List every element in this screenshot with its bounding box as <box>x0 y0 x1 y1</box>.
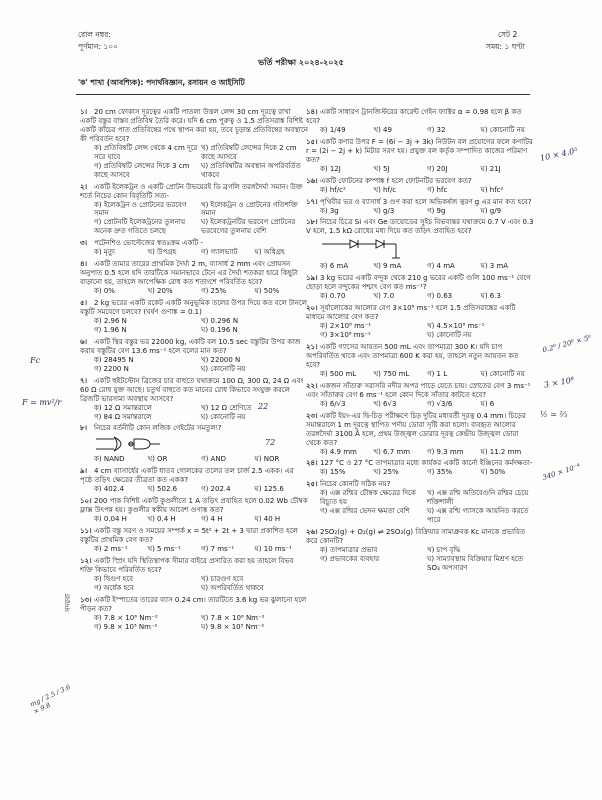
answer-option: গ) 0.63 <box>427 292 453 301</box>
answer-option: গ) 7 ms⁻¹ <box>201 544 235 553</box>
question-text: একটি ইয়ং-এর দ্বি-চিড় পরীক্ষণে চিড় দুটির মধ্যবর্তী দূরত্ব 0.4 mm। চিড়ের সমান্তরালে 1 m দূরত্বে স্থাপিত পর্দায় ডোরা সৃষ্টি করা হলো। ব্যবহৃত আলোর তরঙ্গদৈর্ঘ্য 3100 Å হলে, প্রথম উজ্জ্বল ডোরার দূরত্ব কেন্দ্রীয় উজ্জ্বল ডোরা থেকে কত? <box>306 411 526 447</box>
answer-option: খ) 6.7 mm <box>373 447 411 456</box>
question-text: একটি গ্যাসের আয়তন 500 mL এবং তাপমাত্রা 300 K। যদি চাপ অপরিবর্তিত থাকে এবং তাপমাত্রা 600 K করা হয়, তাহলে নতুন আয়তন কত হবে? <box>306 343 519 369</box>
question-number: ২৪। <box>306 459 318 468</box>
answer-option: গ) 25% <box>201 287 227 296</box>
full-marks-label: পূর্ণমান: ১০০ <box>78 42 118 51</box>
answer-option: গ) প্রভাবকের ব্যবহার <box>320 554 380 563</box>
answer-options <box>80 144 308 180</box>
answer-option: গ) 3×10⁸ ms⁻¹ <box>320 331 371 340</box>
answer-options <box>80 201 308 237</box>
answer-option: খ) উপগ্রহ <box>147 248 177 257</box>
question-item <box>80 338 308 374</box>
question-text: পৃথিবীর ভর ও ব্যাসার্ধ 3 গুণ করা হলে অভিকর্ষজ ত্বরণ g এর মান কত হবে? <box>320 197 532 206</box>
question-item <box>80 596 308 632</box>
question-number: ১১। <box>80 527 92 536</box>
handwritten-note: Fc <box>30 356 41 365</box>
answer-options <box>80 287 308 296</box>
answer-option: খ) 7.8 × 10⁶ Nm⁻² <box>201 613 265 622</box>
question-number: ৯। <box>80 467 88 476</box>
answer-option: ঘ) 10 ms⁻¹ <box>254 544 292 553</box>
question-text: নিচের কোনটি সঠিক নয়? <box>320 480 391 489</box>
answer-option: গ) 9g <box>427 206 446 215</box>
handwritten-note: F = mv²/r <box>22 398 62 407</box>
answer-options <box>80 575 308 593</box>
answer-option: খ) 502.6 <box>147 485 178 494</box>
handwritten-note: 10 × 4.0⁵ <box>539 146 579 163</box>
answer-option: খ) 9 mA <box>373 262 402 271</box>
handwritten-note: mg / 2.5 / 3.6 × 9.8 <box>28 682 72 717</box>
answer-option: গ) প্রোটনটি ইলেকট্রনের তুলনায় অনেক দ্রুত গতিতে চলছে <box>94 218 186 236</box>
roll-number-label: রোল নম্বর: <box>78 30 111 39</box>
left-column <box>80 108 308 635</box>
answer-option: ক) এক্স রশ্মির চৌম্বক ক্ষেত্রের দিকে বিচ্যুত হয় <box>320 489 416 507</box>
answer-option: ক) 2 ms⁻¹ <box>94 544 128 553</box>
question-number: ৩। <box>80 239 88 248</box>
question-item <box>306 528 534 573</box>
answer-option: গ) 20J <box>427 164 448 173</box>
answer-options <box>80 455 308 464</box>
question-number: ১২। <box>80 556 92 565</box>
answer-option: ক) 7.8 × 10⁶ Nm⁻² <box>94 613 158 622</box>
question-text: সূর্যালোকের আলোর বেগ 3×10⁸ ms⁻¹ হলে 1.5 প্রতিসরাঙ্কের একটি মাধ্যমে আলোর বেগ কত? <box>306 304 516 322</box>
handwritten-note: 3 × 10⁸ <box>543 375 575 390</box>
handwritten-note: 340 × 10⁻⁴ <box>541 462 582 482</box>
answer-option: ঘ) 125.6 <box>254 485 284 494</box>
answer-option: ঘ) 9.8 × 10⁵ Nm⁻² <box>201 622 265 631</box>
answer-option: ঘ) এক্স রশ্মি গ্যাসকে আয়নিত করতে পারে <box>427 507 529 525</box>
answer-option: গ) প্রতিবিম্বটি লেন্সের দিকে 3 cm কাছে আসবে <box>94 161 190 179</box>
answer-option: ক) 0% <box>94 287 115 296</box>
question-number: ১৮। <box>306 218 318 227</box>
question-number: ১০। <box>80 497 92 506</box>
answer-option: ঘ) 11.2 mm <box>480 447 522 456</box>
answer-option: ক) 402.4 <box>94 485 124 494</box>
header-rule <box>76 94 530 95</box>
answer-option: খ) 5J <box>373 164 390 173</box>
answer-options <box>80 614 308 632</box>
question-text: 200 পাক বিশিষ্ট একটি কুণ্ডলীতে 1 A তড়িৎ প্রবাহিত হলে 0.02 Wb চৌম্বক ফ্লাক্স উৎপন্ন হয়। কুণ্ডলীর স্বকীয় আবেশ গুণাঙ্ক কত? <box>80 497 308 515</box>
question-item <box>80 299 308 335</box>
question-item <box>80 108 308 180</box>
answer-option: ঘ) 6 <box>480 399 495 408</box>
answer-option: ক) 0.04 H <box>94 515 127 524</box>
answer-option: ঘ) 40 H <box>254 515 281 524</box>
answer-option: খ) 6√3 <box>373 399 397 408</box>
answer-option: ক) মৃত্যু <box>94 248 116 257</box>
question-number: ৪। <box>80 260 88 269</box>
question-item <box>306 480 534 525</box>
question-text: একটি ইলেকট্রন ও একটি প্রোটন উভয়েরই ডি ব্রগলি তরঙ্গদৈর্ঘ্য সমান। উক্ত শর্তে নিচের কোন বিবৃতিটি সত্য- <box>80 182 303 200</box>
answer-option: ঘ) কোনোটি নয় <box>427 331 472 340</box>
answer-option: খ) 49 <box>373 125 392 134</box>
answer-option: ক) NAND <box>94 455 125 464</box>
set-label: সেট 2 <box>498 30 518 39</box>
question-text: একটি বস্তু সরণ ও সময়ের সম্পর্ক x = 5t² + 2t + 3 দ্বারা প্রকাশিত হলে বস্তুটির প্রাথমিক বেগ কত? <box>80 527 298 545</box>
question-text: একটি স্থির বস্তুর ভর 22000 kg, একটি বল 10.5 sec বস্তুটির উপর কাজ করায় বস্তুটির বেগ 13.6 ms⁻¹ হলে বলের মান কত? <box>80 337 301 355</box>
time-label: সময়: ১ ঘণ্টা <box>486 42 525 51</box>
answer-option: ক) 12 Ω সমান্তরালে <box>94 403 152 412</box>
answer-option: খ) প্রতিবিম্বটি লেন্সের দিকে 2 cm কাছে আসবে <box>201 143 297 161</box>
question-number: ৬। <box>80 337 88 346</box>
answer-option: ঘ) 21J <box>480 164 501 173</box>
answer-options <box>306 489 534 525</box>
answer-option: খ) 5 ms⁻¹ <box>147 544 181 553</box>
answer-option: ঘ) কোনোটি নয় <box>480 369 525 378</box>
answer-option: ক) 28495 N <box>94 355 134 364</box>
question-item <box>80 557 308 593</box>
question-number: ১৪। <box>306 108 318 116</box>
answer-option: ক) 6 mA <box>320 262 349 271</box>
question-number: ১। <box>80 108 88 116</box>
question-text: একটি হুইটস্টোন ব্রিজের চার বাহুতে যথাক্রমে 100 Ω, 300 Ω, 24 Ω এবং 60 Ω রোধ যুক্ত আছে। চতুর্থ বাহুতে কত মানের রোধ কিভাবে সংযুক্ত করলে ব্রিজটি ভারসাম্য অবস্থায় আসবে? <box>80 376 304 403</box>
diode-circuit-diagram <box>320 238 410 260</box>
question-text: 20 cm ফোকাস দূরত্বের একটি পাতলা উত্তল লেন্স 30 cm দূরত্বে রাখা একটি বস্তুর বাস্তব প্রতিবিম্ব তৈরি করে। যদি 6 cm পুরুত্ব ও 1.5 প্রতিসরাঙ্ক বিশিষ্ট একটি কাঁচের পাত প্রতিবিম্বের পথে স্থাপন করা হয়, তবে চূড়ান্ত প্রতিবিম্বের অবস্থানে কী পরিবর্তন হবে? <box>80 108 308 143</box>
question-item <box>80 377 308 422</box>
question-number: ২৩। <box>306 411 318 420</box>
question-number: ৭। <box>80 376 88 385</box>
answer-options <box>306 448 534 457</box>
answer-option: গ) hfc <box>427 185 448 194</box>
answer-option: গ) এক্স রশ্মির ভেদন ক্ষমতা বেশি <box>320 507 410 516</box>
answer-option: ঘ) 6.3 <box>480 292 501 301</box>
question-text: একটি ফোটনের কম্পাঙ্ক f হলে ফোটনটির ভরবেগ কত? <box>320 176 472 185</box>
answer-options <box>80 515 308 524</box>
answer-option: গ) গ্যালভ্যাট <box>201 248 238 257</box>
question-item <box>80 497 308 524</box>
answer-option: ঘ) 3 mA <box>480 262 509 271</box>
answer-options <box>306 468 534 477</box>
question-text: নিচের চিত্রে Si এবং Ge ডায়োডের সুইচ বিভবান্তর যথাক্রমে 0.7 V এবং 0.3 V হলে, 1.5 kΩ রোধের মধ্য দিয়ে কত তড়িৎ প্রবাহিত হবে? <box>306 218 534 236</box>
answer-options <box>306 207 534 216</box>
answer-option: ঘ) NOR <box>254 455 280 464</box>
answer-option: ঘ) কোনোটি নয় <box>201 412 246 421</box>
question-number: ২৫। <box>306 480 318 489</box>
answer-option: ক) 4.9 mm <box>320 447 357 456</box>
answer-option: গ) AND <box>201 455 226 464</box>
question-item <box>80 527 308 554</box>
answer-option: খ) 0.4 H <box>147 515 176 524</box>
answer-option: খ) 25% <box>373 468 399 477</box>
question-text: একটি ইস্পাতের তারের ব্যাস 0.24 cm। তারটিতে 3.6 kg ভর ঝুলানো হলে পীড়ন কত? <box>80 595 307 613</box>
right-column <box>306 108 534 576</box>
question-text: 2SO₂(g) + O₂(g) ⇌ 2SO₃(g) বিক্রিয়ার সাম্যধ্রুবক Kc মানকে প্রভাবিত করে কোনটি? <box>306 528 526 546</box>
answer-option: খ) hf/c <box>373 185 397 194</box>
question-text: নিচের বর্তনীটি কোন লজিক গেইটের সমতুল্য? <box>94 424 222 433</box>
answer-options <box>306 292 534 301</box>
answer-option: খ) 20% <box>147 287 173 296</box>
answer-option: গ) 4 H <box>201 515 223 524</box>
question-number: ২১। <box>306 343 318 352</box>
answer-option: ক) 12J <box>320 164 341 173</box>
question-item <box>306 459 534 477</box>
answer-option: গ) 4 mA <box>427 262 455 271</box>
logic-gate-diagram <box>94 435 164 453</box>
answer-option: ঘ) অপরিবর্তিত থাকবে <box>201 583 264 592</box>
question-item <box>306 177 534 195</box>
answer-option: ক) 0.70 <box>320 292 346 301</box>
answer-option: ঘ) 50% <box>480 468 506 477</box>
answer-option: ঘ) 50% <box>254 287 280 296</box>
answer-option: ঘ) ইলেকট্রনটির ভরবেগ প্রোটনের ভরবেগের তুলনায় বেশি <box>201 218 296 236</box>
question-number: ২। <box>80 182 88 191</box>
answer-option: খ) চারগুণ হবে <box>201 574 244 583</box>
answer-options <box>80 317 308 335</box>
question-number: ১৭। <box>306 197 318 206</box>
question-item <box>306 198 534 216</box>
answer-option: ক) প্রতিবিম্বটি লেন্স থেকে 4 cm দূরে সরে যাবে <box>94 143 198 161</box>
answer-option: গ) √3/6 <box>427 399 453 408</box>
answer-option: গ) 1 L <box>427 369 448 378</box>
answer-options <box>80 404 308 422</box>
side-vertical-text: সদরবা <box>64 593 72 612</box>
answer-option: গ) 9.8 × 10³ Nm⁻² <box>94 622 158 631</box>
answer-option: ঘ) কোনোটি নয় <box>201 364 246 373</box>
question-text: একজন সাঁতারু সরাসরি নদীর অপর পাড়ে যেতে চায়। স্রোতের বেগ 3 ms⁻¹ এবং সাঁতারুর বেগ 6 ms⁻¹ হলে কোন দিকে সাঁতার কাটতে হবে? <box>306 381 531 399</box>
answer-option: ক) hf/c² <box>320 185 346 194</box>
question-text: পটেনশিও ভোল্টেজের স্বতঃক্রম একটি - <box>94 239 203 248</box>
question-number: ৫। <box>80 299 88 308</box>
answer-option: ক) তাপমাত্রার প্রভাব <box>320 546 378 555</box>
answer-option: খ) g/3 <box>373 206 395 215</box>
question-item <box>306 274 534 301</box>
question-text: 127 °C ও 27 °C তাপমাত্রার মধ্যে কার্যকর একটি কার্নো ইঞ্জিনের কর্মদক্ষতা- <box>320 459 533 468</box>
answer-option: ঘ) g/9 <box>480 206 502 215</box>
answer-option: গ) 2200 N <box>94 364 129 373</box>
answer-option: ক) ইলেকট্রন ও প্রোটনের ভরবেগ সমান <box>94 200 187 218</box>
answer-option: খ) 0.296 N <box>201 316 239 325</box>
answer-options <box>80 485 308 494</box>
question-text: একটি তামার তারের প্রাথমিক দৈর্ঘ্য 2 m, ব্যাসার্ধ 2 mm এবং প্রোয়সন অনুপাত 0.5 হলে যদি তারটিকে সমানভাবে টেনে এর দৈর্ঘ্য শতকরা হারে কিছুটা বাড়ানো হয়, তাহলে আপেক্ষিক রোধ কত শতাংশে পরিবর্তিত হবে? <box>80 260 298 287</box>
answer-option: ঘ) প্রতিবিম্বটির অবস্থান অপরিবর্তিত থাকবে <box>201 161 301 179</box>
answer-option: ক) দ্বিগুণ হবে <box>94 574 134 583</box>
question-number: ৮। <box>80 424 88 433</box>
answer-options <box>80 356 308 374</box>
answer-options <box>306 126 534 135</box>
question-item <box>306 108 534 135</box>
answer-option: গ) 84 Ω সমান্তরালে <box>94 412 152 421</box>
answer-option: গ) 1.96 N <box>94 325 127 334</box>
answer-options <box>306 400 534 409</box>
handwritten-note: 22 <box>258 402 269 411</box>
handwritten-note: 0.2⁰ / 20⁰ × 5⁰ <box>541 333 593 355</box>
section-heading: 'ক' শাখা (আবশ্যিক): পদার্থবিজ্ঞান, রসায়ন ও আইসিটি <box>78 78 245 87</box>
answer-options <box>306 322 534 340</box>
answer-option: খ) 4.5×10⁸ ms⁻¹ <box>427 322 485 331</box>
answer-options <box>306 370 534 379</box>
answer-option: খ) চাপ বৃদ্ধি <box>427 546 461 555</box>
question-number: ১৩। <box>80 595 92 604</box>
question-text: একটি কণার উপর F = (6i − 3j + 3k) নিউটন বল প্রয়োগের ফলে কণাটির r = (2i − 2j + k) মিটার সরণ হয়। প্রযুক্ত বল কর্তৃক সম্পাদিত কাজের পরিমাণ কত? <box>306 137 533 164</box>
question-number: ২২। <box>306 381 318 390</box>
question-item <box>80 260 308 296</box>
handwritten-note: ½ = ⅔ <box>540 410 568 419</box>
answer-option: খ) এক্স রশ্মি অতিবেগুনি রশ্মির চেয়ে শক্তিশালী <box>427 489 529 507</box>
question-item <box>306 138 534 174</box>
answer-option: গ) 35% <box>427 468 453 477</box>
answer-option: ক) 3g <box>320 206 339 215</box>
answer-option: খ) 22000 N <box>201 355 241 364</box>
answer-option: খ) OR <box>147 455 168 464</box>
answer-option: খ) 12 Ω শ্রেণিতে <box>201 403 252 412</box>
handwritten-note: 72 <box>265 438 276 447</box>
question-text: একটি স্প্রিং যদি স্থিতিস্থাপক সীমার বাইরে প্রসারিত করা হয় তাহলে বিভব শক্তি কিভাবে পরিবর্তিত হবে? <box>80 556 294 574</box>
question-item <box>80 239 308 257</box>
question-text: 4 cm ব্যাসার্ধের একটি ধাতব গোলকের তলের তল চার্জ 2.5 একক। এর পৃষ্ঠে তড়িৎ ক্ষেত্রের তীব্রতা কত একক? <box>80 467 294 485</box>
answer-options <box>306 546 534 573</box>
answer-option: ক) 500 mL <box>320 369 357 378</box>
answer-option: ক) 6/√3 <box>320 399 346 408</box>
question-text: 2 kg ভরের একটি রকেট একটি অনুভূমিক তলের উপর দিয়ে কত বলে টানলে বস্তুটি সমবেগে চলবে? (ঘর্ষণ গুণাঙ্ক = 0.1) <box>80 299 308 317</box>
question-number: ১৯। <box>306 274 318 283</box>
answer-option: ঘ) কোনোটি নয় <box>480 125 525 134</box>
answer-option: ঘ) অধিগ্রহ <box>254 248 285 257</box>
answer-option: ক) 1/49 <box>320 125 346 134</box>
answer-option: গ) 32 <box>427 125 446 134</box>
answer-options <box>306 165 534 174</box>
question-number: ২৬। <box>306 528 318 537</box>
answer-option: ক) 2.96 N <box>94 316 127 325</box>
question-item <box>80 183 308 237</box>
answer-options <box>80 248 308 257</box>
question-number: ২০। <box>306 304 318 313</box>
answer-option: ঘ) সাম্যাবস্থায় বিক্রিয়ার মিশ্রণ হতে SO₃ অপসারণ <box>427 554 523 572</box>
answer-options <box>306 186 534 195</box>
question-text: একটি সাধারণ ট্রানজিস্টরের কারেন্ট গেইন ফ্যাক্টর α = 0.98 হলে β কত হবে? <box>306 108 522 125</box>
answer-option: ক) 2×10⁸ ms⁻¹ <box>320 322 372 331</box>
question-item <box>306 304 534 340</box>
answer-option: গ) 9.3 mm <box>427 447 464 456</box>
question-text: 3 kg ভরের একটি বন্দুক থেকে 210 g ভরের একটি গুলি 100 ms⁻¹ বেগে ছোড়া হলে বন্দুকের পশ্চাৎ বেগ কত ms⁻¹? <box>306 274 531 292</box>
question-item <box>80 467 308 494</box>
question-item <box>306 412 534 457</box>
question-number: ১৬। <box>306 176 318 185</box>
answer-option: ঘ) 0.196 N <box>201 325 238 334</box>
answer-option: ক) 15% <box>320 468 346 477</box>
question-item <box>306 343 534 379</box>
question-item <box>306 218 534 271</box>
question-item <box>306 382 534 409</box>
answer-option: খ) 7.0 <box>373 292 395 301</box>
answer-option: খ) ইলেকট্রন ও প্রোটনের গতিশক্তি সমান <box>201 200 298 218</box>
answer-option: খ) 750 mL <box>373 369 410 378</box>
answer-options <box>306 262 534 271</box>
answer-option: গ) 202.4 <box>201 485 231 494</box>
answer-options <box>80 545 308 554</box>
exam-title: ভর্তি পরীক্ষা ২০২৪-২০২৫ <box>258 58 344 67</box>
question-number: ১৫। <box>306 137 318 146</box>
answer-option: গ) অর্ধেক হবে <box>94 583 134 592</box>
answer-option: ঘ) hfc² <box>480 185 504 194</box>
